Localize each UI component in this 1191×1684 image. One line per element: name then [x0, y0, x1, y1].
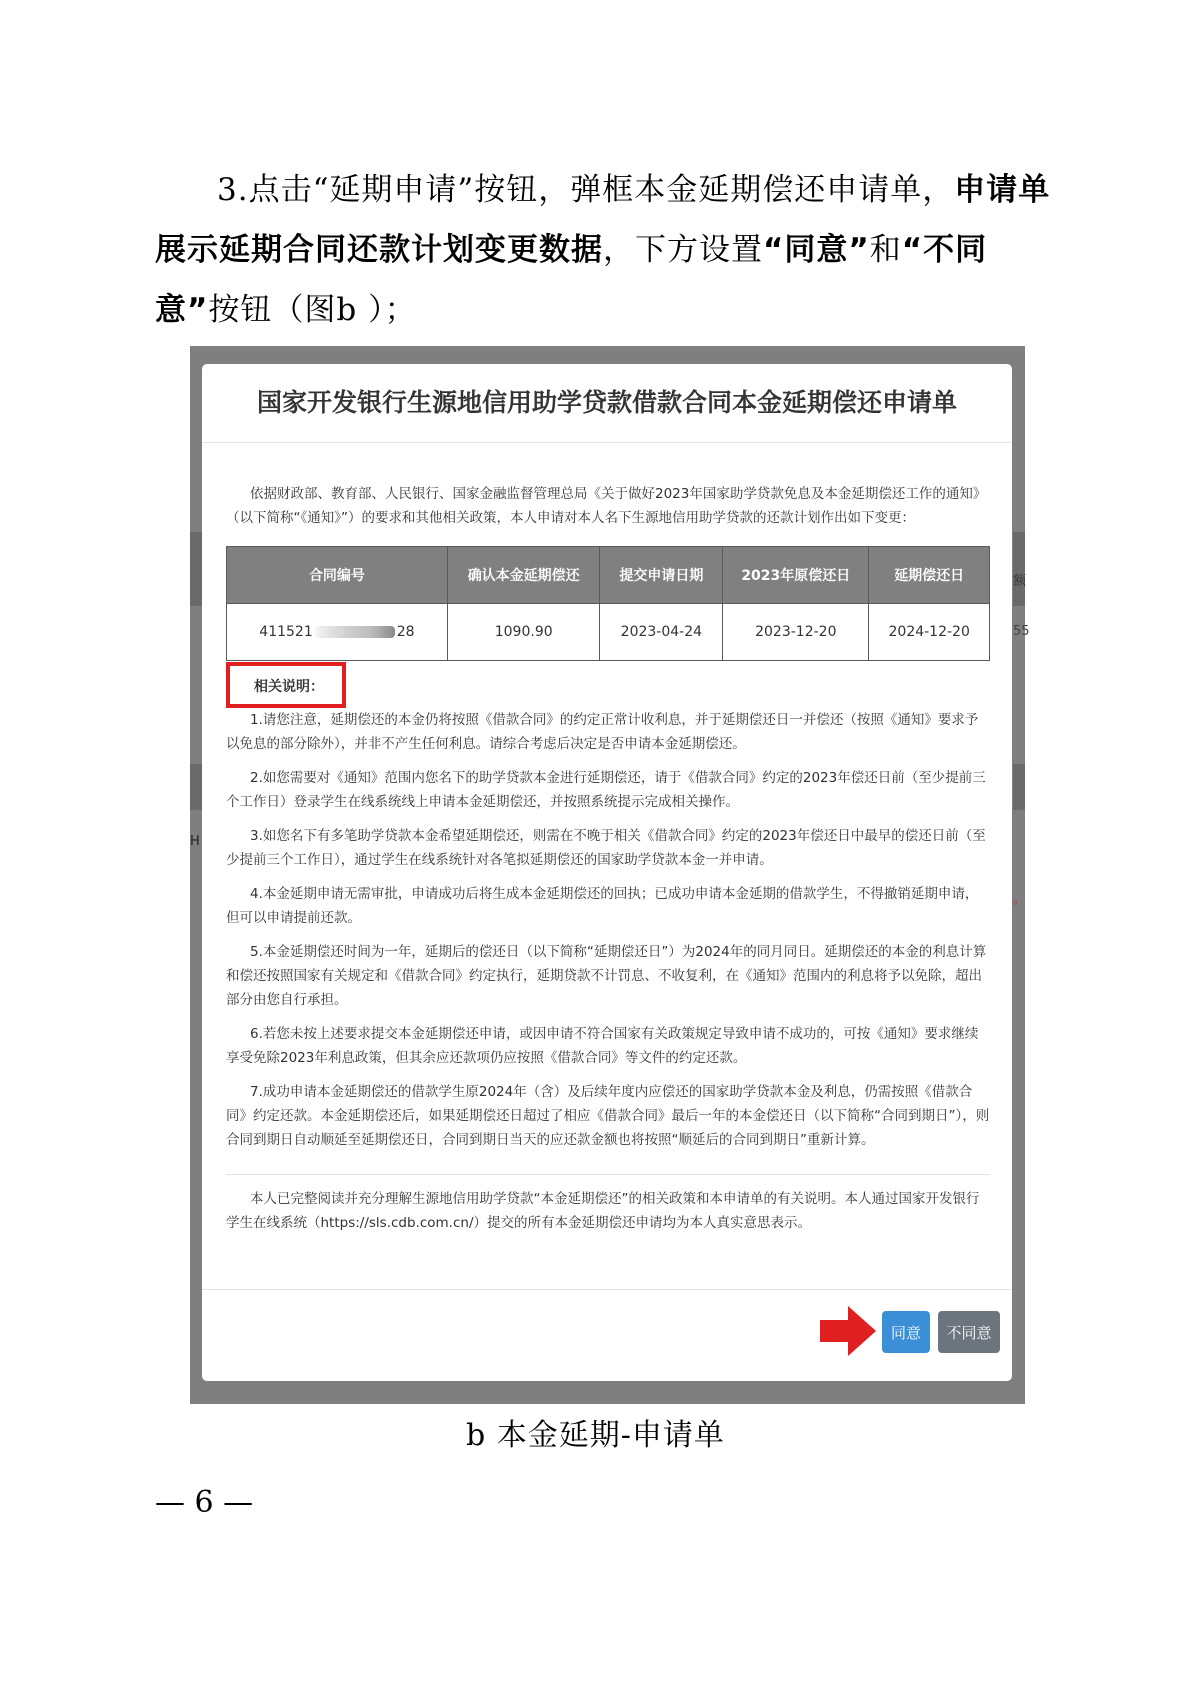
background-text-fragment: 。: [1013, 892, 1027, 907]
background-text-fragment: 55: [1013, 624, 1030, 639]
background-table-header-right: [1013, 532, 1025, 606]
note-item: 3.如您名下有多笔助学贷款本金希望延期偿还，则需在不晚于相关《借款合同》约定的2023年偿还日中最早的偿还日前（至少提前三个工作日），通过学生在线系统针对各笔拟延期偿还的国家助学贷款本金一并申请。: [226, 828, 986, 868]
figure-caption: b 本金延期-申请单: [466, 1418, 725, 1453]
paragraph-bold-3: “不同意”: [155, 232, 988, 328]
modal-title: 国家开发银行生源地信用助学贷款借款合同本金延期偿还申请单: [202, 364, 1012, 443]
cell-deferred-date: 2024-12-20: [869, 604, 990, 661]
cell-amount: 1090.90: [447, 604, 600, 661]
note-item: 1.请您注意，延期偿还的本金仍将按照《借款合同》的约定正常计收利息，并于延期偿还日一并偿还（按照《通知》要求予以免息的部分除外），并非不产生任何利息。请综合考虑后决定是否申请本金延期偿还。: [226, 712, 979, 752]
paragraph-text-1: 3.点击“延期申请”按钮，弹框本金延期偿还申请单，: [217, 172, 955, 208]
declaration-statement: 本人已完整阅读并充分理解生源地信用助学贷款“本金延期偿还”的相关政策和本申请单的有关说明。本人通过国家开发银行学生在线系统（https://sls.cdb.com.cn/）提交的所有本金延期偿还申请均为本人真实意思表示。: [226, 1191, 980, 1231]
column-header-contract-no: 合同编号: [227, 547, 448, 604]
cell-submit-date: 2023-04-24: [600, 604, 723, 661]
column-header-original-date: 2023年原偿还日: [723, 547, 869, 604]
contract-table: [226, 546, 990, 661]
cell-original-date: 2023-12-20: [723, 604, 869, 661]
agree-button[interactable]: 同意: [882, 1311, 930, 1353]
column-header-submit-date: 提交申请日期: [600, 547, 723, 604]
notes-heading-highlight: [226, 662, 346, 708]
modal-intro-text: 依据财政部、教育部、人民银行、国家金融监督管理总局《关于做好2023年国家助学贷款免息及本金延期偿还工作的通知》（以下简称“《通知》”）的要求和其他相关政策，本人申请对本人名下生源地信用助学贷款的还款计划作出如下变更：: [226, 486, 987, 526]
background-strip-right: [1013, 764, 1025, 810]
note-item: 4.本金延期申请无需审批，申请成功后将生成本金延期偿还的回执；已成功申请本金延期的借款学生，不得撤销延期申请，但可以申请提前还款。: [226, 886, 979, 926]
column-header-confirm-deferral: 确认本金延期偿还: [447, 547, 600, 604]
notes-heading: 相关说明：: [254, 679, 324, 695]
background-table-header-left: [190, 532, 202, 606]
background-text-fragment: H: [190, 834, 200, 849]
disagree-button[interactable]: 不同意: [938, 1311, 1000, 1353]
contract-no-suffix: 28: [396, 624, 415, 640]
notes-list: [226, 708, 990, 1162]
note-item: 7.成功申请本金延期偿还的借款学生原2024年（含）及后续年度内应偿还的国家助学贷款本金及利息，仍需按照《借款合同》约定还款。本金延期偿还后，如果延期偿还日超过了相应《借款合同》最后一年的本金偿还日（以下简称“合同到期日”），则合同到期日自动顺延至延期偿还日，合同到期日当天的应还款金额也将按照“顺延后的合同到期日”重新计算。: [226, 1084, 990, 1148]
table-header-row: [227, 547, 990, 604]
paragraph-bold-2: “同意”: [763, 232, 870, 268]
deferral-application-modal: [202, 364, 1012, 1381]
divider: [226, 1174, 990, 1175]
table-row: [227, 604, 990, 661]
page-number: — 6 —: [155, 1485, 254, 1520]
background-strip-left: [190, 764, 202, 810]
instruction-paragraph: [155, 160, 1055, 340]
column-header-deferred-date: 延期偿还日: [869, 547, 990, 604]
redacted-blur: [315, 626, 395, 638]
paragraph-text-2: ，下方设置: [603, 232, 763, 268]
contract-no-prefix: 411521: [259, 624, 313, 640]
note-item: 2.如您需要对《通知》范围内您名下的助学贷款本金进行延期偿还，请于《借款合同》约定的2023年偿还日前（至少提前三个工作日）登录学生在线系统线上申请本金延期偿还，并按照系统提示完成相关操作。: [226, 770, 986, 810]
cell-contract-no: [227, 604, 448, 661]
modal-footer-divider: [202, 1289, 1012, 1290]
paragraph-text-4: 按钮（图b ）；: [208, 292, 417, 328]
note-item: 5.本金延期偿还时间为一年，延期后的偿还日（以下简称“延期偿还日”）为2024年的同月同日。延期偿还的本金的利息计算和偿还按照国家有关规定和《借款合同》约定执行，延期贷款不计罚息、不收复利，在《通知》范围内的利息将予以免除，超出部分由您自行承担。: [226, 944, 987, 1008]
paragraph-bold-1: 申请单展示延期合同还款计划变更数据: [155, 172, 1051, 268]
note-item: 6.若您未按上述要求提交本金延期偿还申请，或因申请不符合国家有关政策规定导致申请不成功的，可按《通知》要求继续享受免除2023年利息政策，但其余应还款项仍应按照《借款合同》等文件的约定还款。: [226, 1026, 979, 1066]
application-form-screenshot: [190, 346, 1030, 1404]
background-text-fragment: 额: [1013, 574, 1027, 589]
paragraph-text-3: 和: [869, 232, 902, 268]
right-arrow-icon: [818, 1304, 878, 1358]
